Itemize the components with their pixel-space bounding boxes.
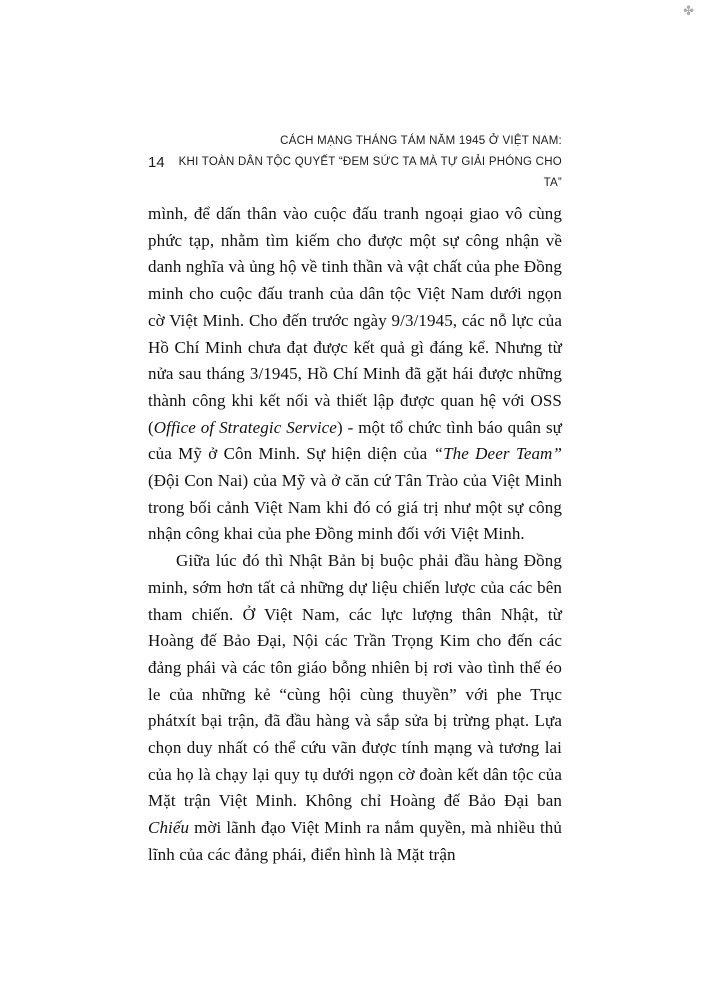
paragraph-2: [148, 548, 562, 868]
text-run: Giữa lúc đó thì Nhật Bản bị buộc phải đầu hàng Đồng minh, sớm hơn tất cả những dự liệu chiến lược của các bên tham chiến. Ở Việt Nam, các lực lượng thân Nhật, từ Hoàng đế Bảo Đại, Nội các Trần Trọng Kim cho đến các đảng phái và các tôn giáo bỗng nhiên bị rơi vào tình thế éo le của những kẻ “cùng hội cùng thuyền” với phe Trục phátxít bại trận, đã đầu hàng và sắp sửa bị trừng phạt. Lựa chọn duy nhất có thể cứu vãn được tính mạng và tương lai của họ là chạy lại quy tụ dưới ngọn cờ đoàn kết dân tộc của Mặt trận Việt Minh. Không chỉ Hoàng đế Bảo Đại ban: [148, 551, 562, 811]
ornament-icon: ✤: [683, 4, 694, 19]
text-run-italic-deer-team: “The Deer Team”: [433, 444, 562, 464]
page-header: [148, 131, 562, 194]
text-run-italic-oss: Office of Strategic Service: [153, 417, 337, 437]
running-title-line2: KHI TOÀN DÂN TỘC QUYẾT “ĐEM SỨC TA MÀ TỰ GIẢI PHÓNG CHO TA”: [178, 156, 562, 189]
running-title-line1: CÁCH MẠNG THÁNG TÁM NĂM 1945 Ở VIỆT NAM:: [280, 135, 562, 147]
text-run: ) - một tổ chức tình báo quân sự của Mỹ ở Côn Minh. Sự hiện diện của: [148, 417, 562, 464]
text-run: mình, để dấn thân vào cuộc đấu tranh ngoại giao vô cùng phức tạp, nhằm tìm kiếm cho được một sự công nhận về danh nghĩa và ủng hộ về tinh thần và vật chất của phe Đồng minh cho cuộc đấu tranh của dân tộc Việt Nam dưới ngọn cờ Việt Minh. Cho đến trước ngày 9/3/1945, các nỗ lực của Hồ Chí Minh chưa đạt được kết quả gì đáng kể. Nhưng từ nửa sau tháng 3/1945, Hồ Chí Minh đã gặt hái được những thành công khi kết nối và thiết lập được quan hệ với OSS (: [148, 204, 562, 437]
page-number: 14: [148, 154, 165, 171]
running-title: [165, 131, 562, 194]
text-run: (Đội Con Nai) của Mỹ và ở căn cứ Tân Trào của Việt Minh trong bối cảnh Việt Nam khi đó có giá trị như một sự công nhận công khai của phe Đồng minh đối với Việt Minh.: [148, 471, 562, 544]
text-run-italic-chieu: Chiếu: [148, 818, 190, 838]
text-run: mời lãnh đạo Việt Minh ra nắm quyền, mà nhiều thủ lĩnh của các đảng phái, điển hình là Mặt trận: [148, 818, 562, 864]
paragraph-1: [148, 201, 562, 548]
body-text: [148, 201, 562, 869]
